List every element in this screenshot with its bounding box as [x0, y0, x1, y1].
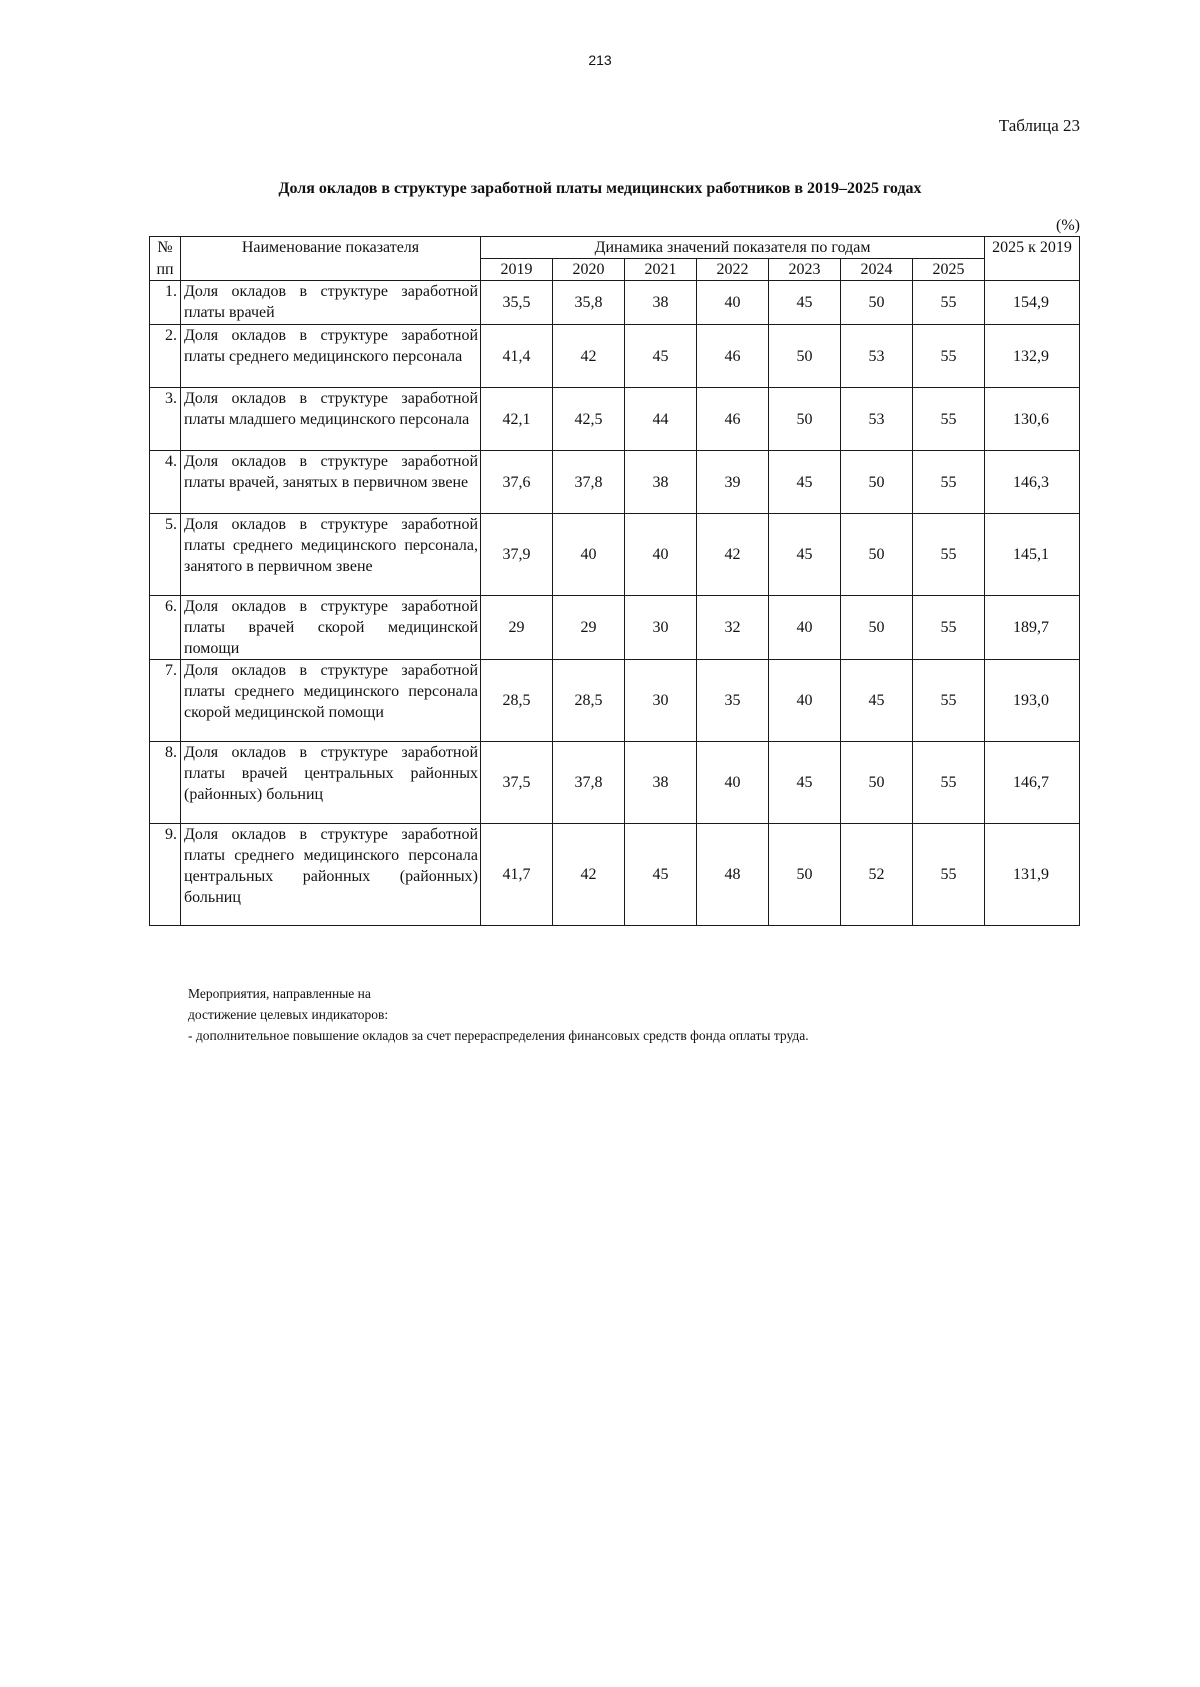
year-value-cell: 55 [913, 660, 985, 742]
indicator-name: Доля окладов в структуре заработной платы среднего медицинского персонала [181, 325, 481, 388]
year-value-cell: 42 [553, 824, 625, 926]
year-value-cell: 45 [625, 325, 697, 388]
year-value-cell: 48 [697, 824, 769, 926]
year-value-cell: 50 [841, 451, 913, 514]
header-name: Наименование показателя [181, 237, 481, 259]
year-value-cell: 55 [913, 281, 985, 325]
header-year: 2019 [481, 259, 553, 281]
year-value-cell: 40 [769, 660, 841, 742]
row-number: 1. [150, 281, 181, 325]
header-no-sub: пп [150, 259, 181, 281]
notes [188, 983, 809, 1046]
year-value-cell: 45 [769, 514, 841, 596]
year-value-cell: 37,6 [481, 451, 553, 514]
table-row [150, 451, 1080, 514]
year-value-cell: 53 [841, 388, 913, 451]
year-value-cell: 38 [625, 451, 697, 514]
notes-line: достижение целевых индикаторов: [188, 1007, 389, 1022]
row-number: 5. [150, 514, 181, 596]
row-number: 8. [150, 742, 181, 824]
year-value-cell: 50 [841, 514, 913, 596]
year-value-cell: 46 [697, 388, 769, 451]
year-value-cell: 50 [841, 742, 913, 824]
row-number: 3. [150, 388, 181, 451]
year-value-cell: 46 [697, 325, 769, 388]
year-value-cell: 35 [697, 660, 769, 742]
year-value-cell: 53 [841, 325, 913, 388]
year-value-cell: 42,1 [481, 388, 553, 451]
table-row [150, 742, 1080, 824]
unit-label: (%) [1056, 217, 1080, 234]
header-no: № [150, 237, 181, 259]
table-row [150, 660, 1080, 742]
year-value-cell: 45 [769, 451, 841, 514]
year-value-cell: 41,7 [481, 824, 553, 926]
year-value-cell: 29 [481, 596, 553, 660]
table-row [150, 824, 1080, 926]
year-value-cell: 40 [553, 514, 625, 596]
year-value-cell: 37,5 [481, 742, 553, 824]
header-year: 2025 [913, 259, 985, 281]
year-value-cell: 55 [913, 451, 985, 514]
year-value-cell: 30 [625, 660, 697, 742]
header-ratio-sub [985, 259, 1080, 281]
table-row [150, 325, 1080, 388]
year-value-cell: 55 [913, 514, 985, 596]
header-year: 2021 [625, 259, 697, 281]
year-value-cell: 50 [769, 388, 841, 451]
year-value-cell: 40 [697, 742, 769, 824]
data-table [149, 236, 1080, 926]
year-value-cell: 50 [769, 824, 841, 926]
year-value-cell: 40 [625, 514, 697, 596]
year-value-cell: 55 [913, 325, 985, 388]
year-value-cell: 52 [841, 824, 913, 926]
year-value-cell: 41,4 [481, 325, 553, 388]
year-value-cell: 39 [697, 451, 769, 514]
year-value-cell: 50 [841, 596, 913, 660]
year-value-cell: 45 [769, 281, 841, 325]
table-row [150, 514, 1080, 596]
row-number: 7. [150, 660, 181, 742]
indicator-name: Доля окладов в структуре заработной платы врачей [181, 281, 481, 325]
year-value-cell: 40 [769, 596, 841, 660]
notes-line: - дополнительное повышение окладов за счет перераспределения финансовых средств фонда оплаты труда. [188, 1028, 809, 1043]
year-value-cell: 45 [769, 742, 841, 824]
indicator-name: Доля окладов в структуре заработной платы среднего медицинского персонала, занятого в первичном звене [181, 514, 481, 596]
table-row [150, 596, 1080, 660]
header-year: 2023 [769, 259, 841, 281]
ratio-value-cell: 131,9 [985, 824, 1080, 926]
year-value-cell: 35,5 [481, 281, 553, 325]
year-value-cell: 45 [841, 660, 913, 742]
table-row [150, 281, 1080, 325]
header-name-sub [181, 259, 481, 281]
page-number: 213 [588, 52, 612, 68]
indicator-name: Доля окладов в структуре заработной платы врачей центральных районных (районных) больниц [181, 742, 481, 824]
year-value-cell: 55 [913, 824, 985, 926]
year-value-cell: 37,8 [553, 451, 625, 514]
year-value-cell: 55 [913, 742, 985, 824]
indicator-name: Доля окладов в структуре заработной платы врачей скорой медицинской помощи [181, 596, 481, 660]
row-number: 9. [150, 824, 181, 926]
ratio-value-cell: 146,3 [985, 451, 1080, 514]
year-value-cell: 50 [769, 325, 841, 388]
header-year: 2024 [841, 259, 913, 281]
header-ratio: 2025 к 2019 [985, 237, 1080, 259]
indicator-name: Доля окладов в структуре заработной платы среднего медицинского персонала центральных районных (районных) больниц [181, 824, 481, 926]
row-number: 2. [150, 325, 181, 388]
header-year: 2022 [697, 259, 769, 281]
header-row-2 [150, 259, 1080, 281]
indicator-name: Доля окладов в структуре заработной платы среднего медицинского персонала скорой медицинской помощи [181, 660, 481, 742]
ratio-value-cell: 189,7 [985, 596, 1080, 660]
year-value-cell: 28,5 [481, 660, 553, 742]
table-row [150, 388, 1080, 451]
ratio-value-cell: 132,9 [985, 325, 1080, 388]
header-dynamics: Динамика значений показателя по годам [481, 237, 985, 259]
year-value-cell: 35,8 [553, 281, 625, 325]
year-value-cell: 44 [625, 388, 697, 451]
indicator-name: Доля окладов в структуре заработной платы врачей, занятых в первичном звене [181, 451, 481, 514]
ratio-value-cell: 145,1 [985, 514, 1080, 596]
year-value-cell: 30 [625, 596, 697, 660]
ratio-value-cell: 130,6 [985, 388, 1080, 451]
table-label: Таблица 23 [998, 116, 1080, 135]
year-value-cell: 32 [697, 596, 769, 660]
ratio-value-cell: 154,9 [985, 281, 1080, 325]
row-number: 6. [150, 596, 181, 660]
year-value-cell: 37,9 [481, 514, 553, 596]
year-value-cell: 42,5 [553, 388, 625, 451]
year-value-cell: 40 [697, 281, 769, 325]
year-value-cell: 42 [697, 514, 769, 596]
year-value-cell: 50 [841, 281, 913, 325]
ratio-value-cell: 193,0 [985, 660, 1080, 742]
header-year: 2020 [553, 259, 625, 281]
header-row-1 [150, 237, 1080, 259]
year-value-cell: 42 [553, 325, 625, 388]
year-value-cell: 55 [913, 596, 985, 660]
year-value-cell: 38 [625, 281, 697, 325]
ratio-value-cell: 146,7 [985, 742, 1080, 824]
year-value-cell: 45 [625, 824, 697, 926]
year-value-cell: 37,8 [553, 742, 625, 824]
indicator-name: Доля окладов в структуре заработной платы младшего медицинского персонала [181, 388, 481, 451]
row-number: 4. [150, 451, 181, 514]
year-value-cell: 38 [625, 742, 697, 824]
year-value-cell: 28,5 [553, 660, 625, 742]
notes-line: Мероприятия, направленные на [188, 986, 371, 1001]
document-title: Доля окладов в структуре заработной платы медицинских работников в 2019–2025 годах [278, 180, 922, 197]
year-value-cell: 29 [553, 596, 625, 660]
year-value-cell: 55 [913, 388, 985, 451]
